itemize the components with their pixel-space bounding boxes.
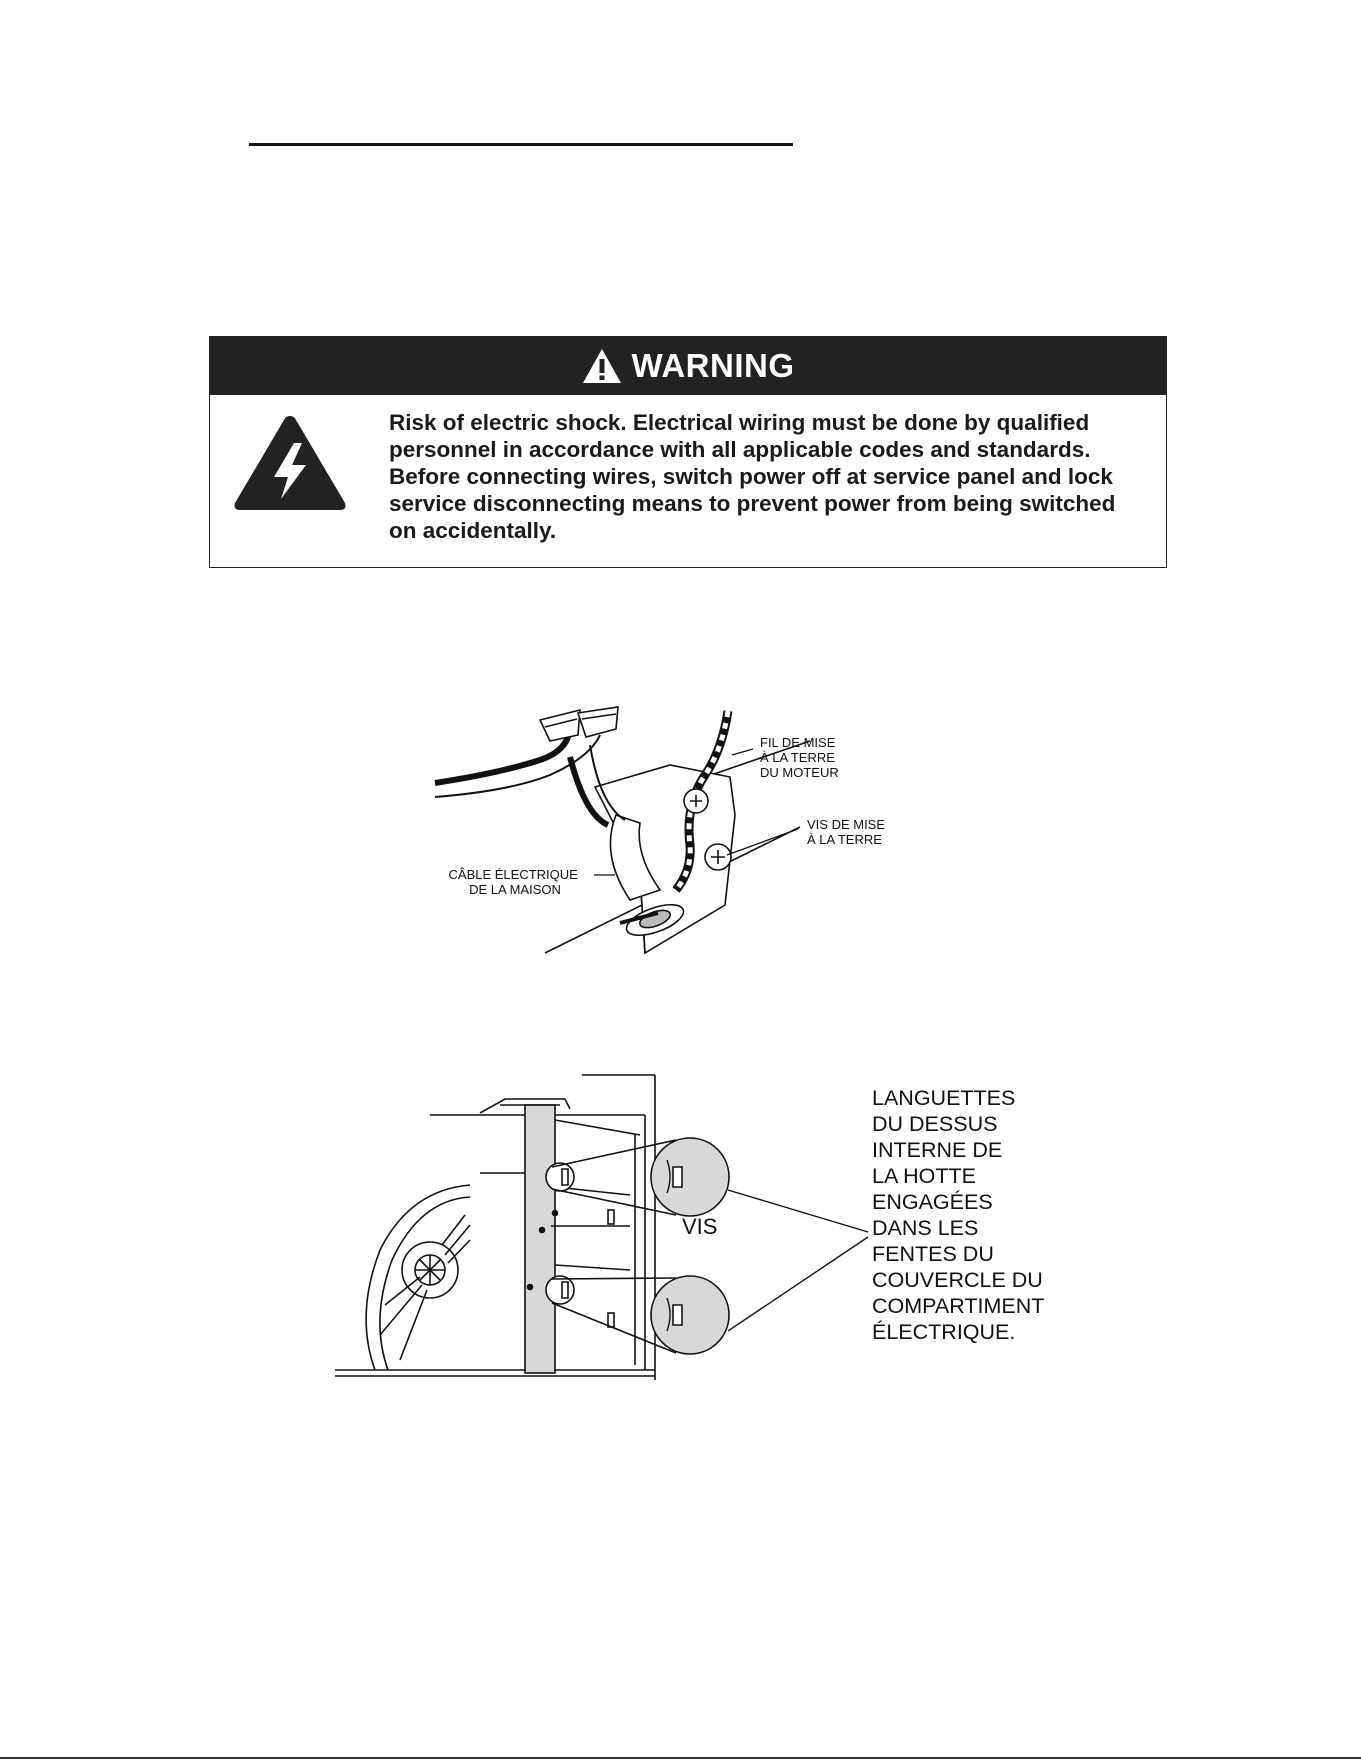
section-divider-top	[249, 143, 793, 146]
grounding-diagram	[430, 705, 910, 975]
electric-shock-icon	[232, 413, 348, 513]
label-ground-screw-2: À LA TERRE	[807, 832, 882, 847]
hood-illustration	[335, 1075, 729, 1380]
label-tabs-line: INTERNE DE	[872, 1138, 1003, 1162]
label-tabs-line: DANS LES	[872, 1216, 979, 1240]
svg-text:FIL DE MISE À LA TERRE	[760, 735, 839, 780]
page-bottom-edge	[0, 1757, 1361, 1759]
warning-box	[209, 336, 1167, 568]
svg-text:VIS DE MISE À LA TERRE	[807, 817, 889, 847]
svg-text:CÂBLE ÉLECTRIQUE DE LA MAI	[449, 867, 582, 897]
svg-text:LANGUETTES DU DESSUS I	[872, 1086, 1050, 1344]
warning-title: WARNING	[631, 347, 795, 384]
label-ground-screw-1: VIS DE MISE	[807, 817, 886, 832]
label-motor-ground-wire-2: À LA TERRE	[760, 750, 835, 765]
alert-triangle-icon	[582, 348, 622, 384]
label-tabs-line: COMPARTIMENT	[872, 1294, 1045, 1318]
label-tabs-line: FENTES DU	[872, 1242, 994, 1266]
warning-header	[210, 337, 1166, 395]
label-house-cable-1: CÂBLE ÉLECTRIQUE	[448, 867, 578, 882]
label-tabs-line: DU DESSUS	[872, 1112, 998, 1136]
label-motor-ground-wire-1: FIL DE MISE	[760, 735, 836, 750]
label-tabs-line: ÉLECTRIQUE.	[872, 1320, 1016, 1344]
label-tabs-line: LA HOTTE	[872, 1164, 976, 1188]
label-tabs-line: LANGUETTES	[872, 1086, 1016, 1110]
warning-text: Risk of electric shock. Electrical wiring must be done by qualified personnel in accordance with all applicable codes and standards. Before connecting wires, switch power off at service panel and lock service disconnecting means to prevent power from being switched on accidentally.	[389, 410, 1116, 543]
label-house-cable-2: DE LA MAISON	[469, 882, 561, 897]
label-screw: VIS	[682, 1214, 718, 1239]
label-tabs-line: ENGAGÉES	[872, 1190, 993, 1214]
label-tabs-line: COUVERCLE DU	[872, 1268, 1043, 1292]
label-motor-ground-wire-3: DU MOTEUR	[760, 765, 839, 780]
grounding-illustration	[435, 707, 810, 953]
warning-body	[210, 395, 1166, 567]
compartment-cover-diagram	[330, 1065, 1080, 1385]
